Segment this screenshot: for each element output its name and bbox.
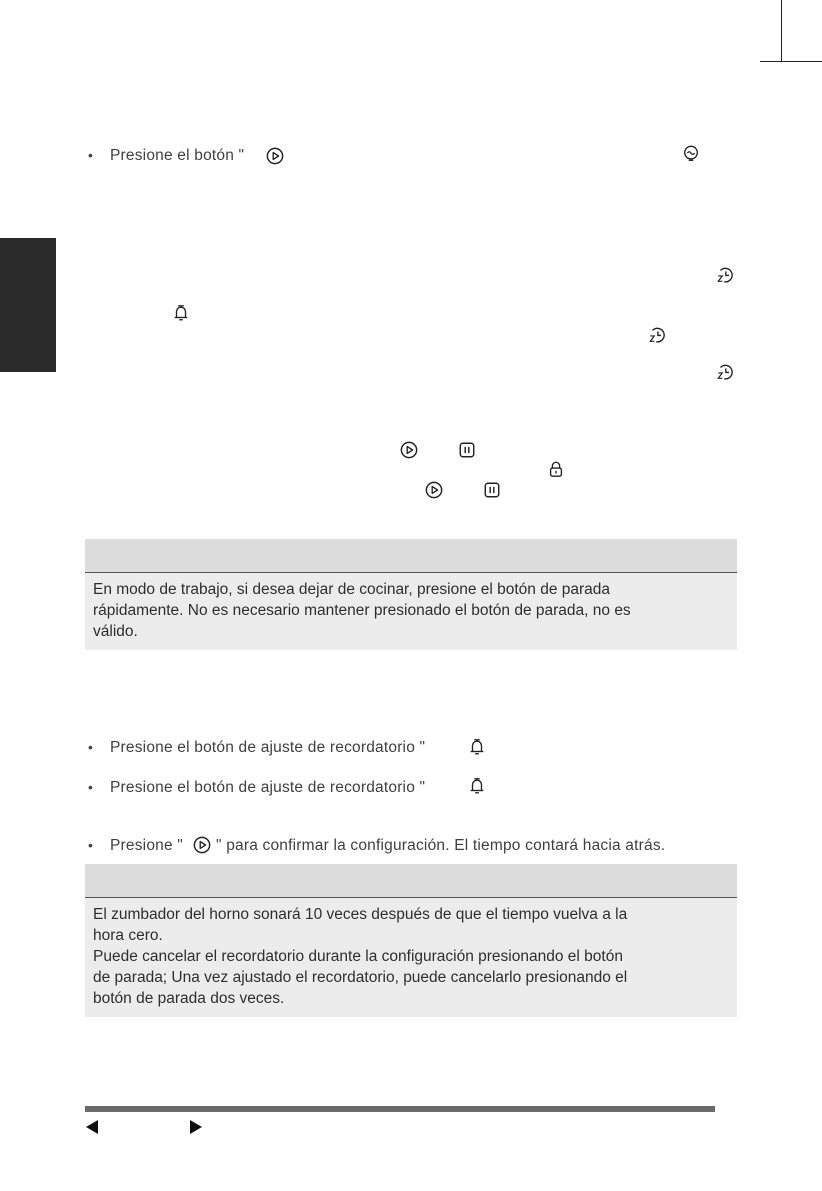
pause-icon bbox=[483, 481, 501, 499]
reminder-instruction-1: Presione el botón de ajuste de recordatorio " bbox=[110, 739, 426, 756]
note-line: En modo de trabajo, si desea dejar de cocinar, presione el botón de parada bbox=[93, 581, 611, 598]
play-icon bbox=[400, 441, 418, 459]
play-icon bbox=[266, 147, 284, 165]
next-page-arrow-icon[interactable] bbox=[190, 1120, 202, 1134]
light-bulb-icon bbox=[682, 145, 700, 163]
crop-mark-v bbox=[781, 0, 782, 62]
note-line: Puede cancelar el recordatorio durante la configuración presionando el botón bbox=[93, 948, 623, 965]
note-line: de parada; Una vez ajustado el recordatorio, puede cancelarlo presionando el bbox=[93, 969, 628, 986]
lock-icon bbox=[547, 460, 565, 478]
bell-icon bbox=[468, 777, 486, 795]
note-header bbox=[85, 864, 737, 898]
play-icon bbox=[193, 836, 211, 854]
start-instruction-text: Presione el botón " bbox=[110, 147, 245, 164]
pause-icon bbox=[458, 441, 476, 459]
bell-icon bbox=[468, 738, 486, 756]
bullet: • bbox=[88, 147, 93, 163]
crop-mark-h bbox=[760, 61, 822, 62]
note-line: El zumbador del horno sonará 10 veces después de que el tiempo vuelva a la bbox=[93, 906, 628, 923]
note-body bbox=[85, 573, 737, 650]
bullet: • bbox=[88, 739, 93, 755]
footer-bar bbox=[85, 1106, 715, 1112]
play-icon bbox=[425, 481, 443, 499]
note-header bbox=[85, 539, 737, 573]
reminder-instruction-2: Presione el botón de ajuste de recordatorio " bbox=[110, 779, 426, 796]
note-line: válido. bbox=[93, 623, 138, 640]
timer-icon bbox=[716, 266, 734, 284]
bullet: • bbox=[88, 779, 93, 795]
note-box-stop bbox=[85, 539, 737, 650]
confirm-prefix: Presione " bbox=[110, 837, 183, 854]
note-line: hora cero. bbox=[93, 927, 163, 944]
confirm-suffix: " para confirmar la configuración. El tiempo contará hacia atrás. bbox=[216, 837, 666, 854]
note-box-reminder bbox=[85, 864, 737, 1017]
previous-page-arrow-icon[interactable] bbox=[86, 1120, 98, 1134]
timer-icon bbox=[716, 363, 734, 381]
note-line: rápidamente. No es necesario mantener presionado el botón de parada, no es bbox=[93, 602, 631, 619]
timer-icon bbox=[648, 326, 666, 344]
note-line: botón de parada dos veces. bbox=[93, 990, 285, 1007]
bullet: • bbox=[88, 837, 93, 853]
bell-icon bbox=[172, 304, 190, 322]
note-body bbox=[85, 898, 737, 1017]
language-tab bbox=[0, 238, 56, 372]
